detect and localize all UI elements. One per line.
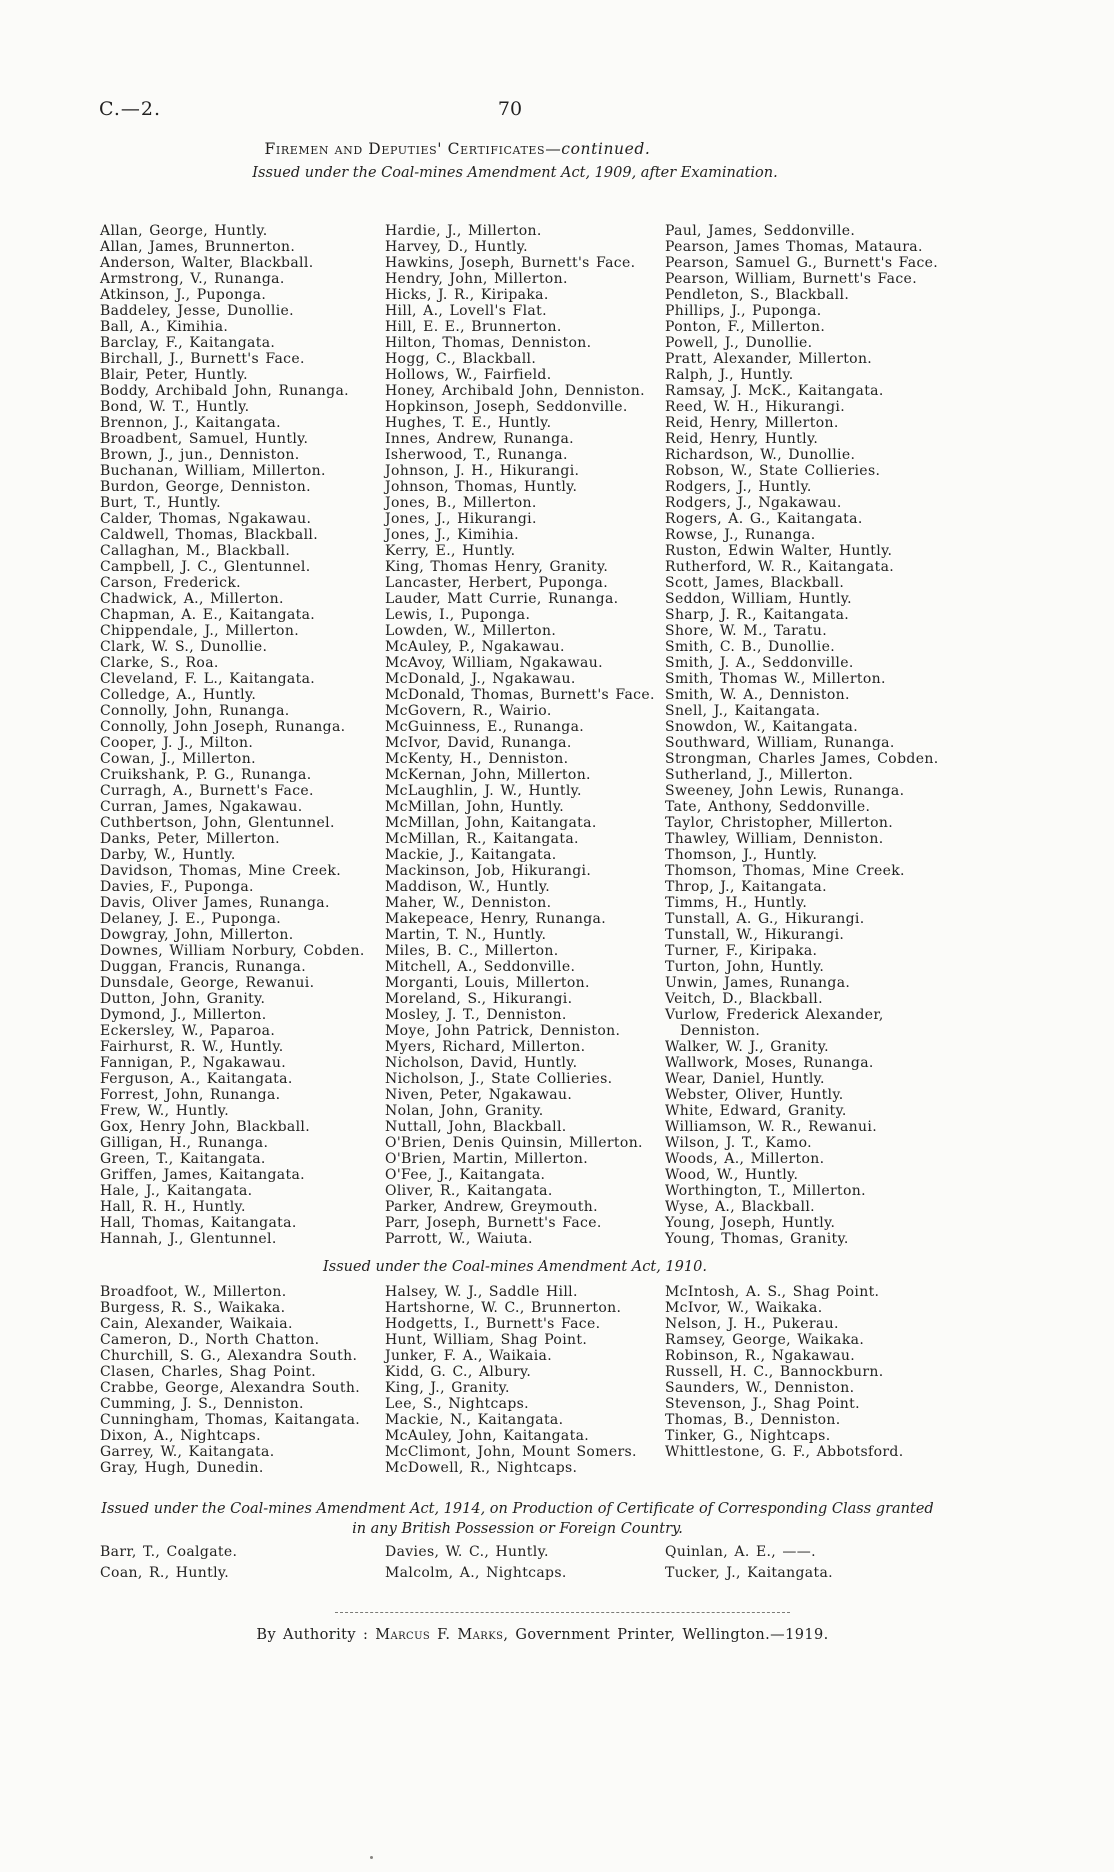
list-item: Chippendale, J., Millerton.: [100, 623, 299, 639]
list-item: Smith, J. A., Seddonville.: [665, 655, 854, 671]
list-item: Garrey, W., Kaitangata.: [100, 1444, 275, 1460]
list-item: Turton, John, Huntly.: [665, 959, 825, 975]
list-item: Nicholson, David, Huntly.: [385, 1055, 578, 1071]
list-item: Shore, W. M., Taratu.: [665, 623, 828, 639]
imprint-line: [0, 1627, 1085, 1643]
list-item: Cumming, J. S., Denniston.: [100, 1396, 304, 1412]
list-item: White, Edward, Granity.: [665, 1103, 847, 1119]
list-item: Chapman, A. E., Kaitangata.: [100, 607, 316, 623]
list-item: McDowell, R., Nightcaps.: [385, 1460, 578, 1476]
list-item: Snell, J., Kaitangata.: [665, 703, 821, 719]
list-item: Saunders, W., Denniston.: [665, 1380, 855, 1396]
list-item: Phillips, J., Puponga.: [665, 303, 822, 319]
list-item: Gilligan, H., Runanga.: [100, 1135, 269, 1151]
list-item: Boddy, Archibald John, Runanga.: [100, 383, 349, 399]
list-item: Fairhurst, R. W., Huntly.: [100, 1039, 284, 1055]
list-item: Sharp, J. R., Kaitangata.: [665, 607, 850, 623]
list-item: Tunstall, W., Hikurangi.: [665, 927, 845, 943]
list-item: McMillan, John, Huntly.: [385, 799, 565, 815]
list-item: Birchall, J., Burnett's Face.: [100, 351, 305, 367]
list-item: Taylor, Christopher, Millerton.: [665, 815, 894, 831]
section-heading-1914: Issued under the Coal-mines Amendment Act, 1914, on Production of Certificate of Corresponding Class granted in any British Possession or Foreign Country.: [101, 1501, 934, 1537]
list-item: Morganti, Louis, Millerton.: [385, 975, 590, 991]
list-item: Blair, Peter, Huntly.: [100, 367, 248, 383]
list-item: Niven, Peter, Ngakawau.: [385, 1087, 573, 1103]
list-item: Maher, W., Denniston.: [385, 895, 552, 911]
list-item: Clarke, S., Roa.: [100, 655, 219, 671]
list-item: Makepeace, Henry, Runanga.: [385, 911, 607, 927]
list-item: Rutherford, W. R., Kaitangata.: [665, 559, 895, 575]
list-item: Barr, T., Coalgate.: [100, 1544, 238, 1560]
list-item: Churchill, S. G., Alexandra South.: [100, 1348, 358, 1364]
list-item: Hicks, J. R., Kiripaka.: [385, 287, 549, 303]
list-item: Nolan, John, Granity.: [385, 1103, 544, 1119]
list-item: Burgess, R. S., Waikaka.: [100, 1300, 286, 1316]
list-item: Robinson, R., Ngakawau.: [665, 1348, 856, 1364]
list-item: Smith, Thomas W., Millerton.: [665, 671, 886, 687]
list-item: Caldwell, Thomas, Blackball.: [100, 527, 319, 543]
document-title: [0, 140, 915, 158]
list-item: Buchanan, William, Millerton.: [100, 463, 326, 479]
title-main: Firemen and Deputies' Certificates: [264, 140, 546, 158]
list-item: Junker, F. A., Waikaia.: [385, 1348, 553, 1364]
list-item: Lewis, I., Puponga.: [385, 607, 531, 623]
list-item: Burdon, George, Denniston.: [100, 479, 311, 495]
list-item: Hall, R. H., Huntly.: [100, 1199, 246, 1215]
name-column: [100, 1284, 385, 1476]
list-item: Pendleton, S., Blackball.: [665, 287, 850, 303]
list-item: Crabbe, George, Alexandra South.: [100, 1380, 361, 1396]
list-item: Harvey, D., Huntly.: [385, 239, 528, 255]
list-item: Mitchell, A., Seddonville.: [385, 959, 576, 975]
list-item: Wilson, J. T., Kamo.: [665, 1135, 812, 1151]
name-column: [385, 1542, 665, 1584]
list-item: Unwin, James, Runanga.: [665, 975, 851, 991]
list-item: Atkinson, J., Puponga.: [100, 287, 267, 303]
list-item: Martin, T. N., Huntly.: [385, 927, 547, 943]
imprint-suffix: , Government Printer, Wellington.—1919.: [503, 1627, 829, 1643]
list-item: Reed, W. H., Hikurangi.: [665, 399, 846, 415]
list-item: Gray, Hugh, Dunedin.: [100, 1460, 264, 1476]
list-item: Cooper, J. J., Milton.: [100, 735, 254, 751]
list-item: Fannigan, P., Ngakawau.: [100, 1055, 287, 1071]
list-item: Allan, George, Huntly.: [100, 223, 268, 239]
list-item: Griffen, James, Kaitangata.: [100, 1167, 305, 1183]
list-item: Veitch, D., Blackball.: [665, 991, 823, 1007]
list-item: Delaney, J. E., Puponga.: [100, 911, 282, 927]
list-item: Hawkins, Joseph, Burnett's Face.: [385, 255, 636, 271]
document-reference: C.—2.: [99, 98, 162, 120]
list-item: McKernan, John, Millerton.: [385, 767, 591, 783]
list-item: Parr, Joseph, Burnett's Face.: [385, 1215, 602, 1231]
name-list-1914: [100, 1542, 965, 1584]
list-item: Dunsdale, George, Rewanui.: [100, 975, 315, 991]
list-item: McGovern, R., Wairio.: [385, 703, 552, 719]
name-column: [100, 1542, 385, 1584]
list-item: Worthington, T., Millerton.: [665, 1183, 866, 1199]
list-item: Ball, A., Kimihia.: [100, 319, 229, 335]
list-item: Kidd, G. C., Albury.: [385, 1364, 532, 1380]
list-item: McIvor, W., Waikaka.: [665, 1300, 823, 1316]
list-item: Hopkinson, Joseph, Seddonville.: [385, 399, 628, 415]
list-item: Darby, W., Huntly.: [100, 847, 236, 863]
list-item: Connolly, John Joseph, Runanga.: [100, 719, 346, 735]
list-item: Sutherland, J., Millerton.: [665, 767, 854, 783]
list-item: McAuley, John, Kaitangata.: [385, 1428, 590, 1444]
list-item: Hodgetts, I., Burnett's Face.: [385, 1316, 601, 1332]
list-item: Miles, B. C., Millerton.: [385, 943, 559, 959]
list-item: Parrott, W., Waiuta.: [385, 1231, 533, 1247]
list-item: Tate, Anthony, Seddonville.: [665, 799, 871, 815]
list-item: Hunt, William, Shag Point.: [385, 1332, 588, 1348]
list-item: Myers, Richard, Millerton.: [385, 1039, 586, 1055]
name-column: [665, 1284, 965, 1460]
list-item: Williamson, W. R., Rewanui.: [665, 1119, 878, 1135]
list-item: Broadbent, Samuel, Huntly.: [100, 431, 309, 447]
list-item: Russell, H. C., Bannockburn.: [665, 1364, 884, 1380]
list-item: McIntosh, A. S., Shag Point.: [665, 1284, 880, 1300]
list-item: King, J., Granity.: [385, 1380, 510, 1396]
list-item: Ferguson, A., Kaitangata.: [100, 1071, 293, 1087]
list-item: Paul, James, Seddonville.: [665, 223, 856, 239]
list-item: Davies, F., Puponga.: [100, 879, 254, 895]
list-item: Dutton, John, Granity.: [100, 991, 266, 1007]
list-item: Ralph, J., Huntly.: [665, 367, 794, 383]
list-item: Clasen, Charles, Shag Point.: [100, 1364, 317, 1380]
list-item: Davies, W. C., Huntly.: [385, 1544, 549, 1560]
list-item: Thomson, Thomas, Mine Creek.: [665, 863, 905, 879]
imprint-printer-name: Marcus F. Marks: [375, 1627, 504, 1643]
list-item: Cowan, J., Millerton.: [100, 751, 256, 767]
list-item: Thawley, William, Denniston.: [665, 831, 884, 847]
list-item: Reid, Henry, Huntly.: [665, 431, 819, 447]
list-item: Pearson, James Thomas, Mataura.: [665, 239, 923, 255]
list-item: McClimont, John, Mount Somers.: [385, 1444, 637, 1460]
list-item: Ponton, F., Millerton.: [665, 319, 826, 335]
list-item: Davis, Oliver James, Runanga.: [100, 895, 330, 911]
list-item: Hall, Thomas, Kaitangata.: [100, 1215, 297, 1231]
imprint-prefix: By Authority :: [256, 1627, 376, 1643]
list-item: Seddon, William, Huntly.: [665, 591, 852, 607]
list-item: Calder, Thomas, Ngakawau.: [100, 511, 312, 527]
list-item: Duggan, Francis, Runanga.: [100, 959, 307, 975]
title-continued: —continued.: [545, 140, 651, 158]
name-column: [100, 223, 385, 1247]
list-item: Broadfoot, W., Millerton.: [100, 1284, 287, 1300]
list-item: McAvoy, William, Ngakawau.: [385, 655, 603, 671]
list-item: Dymond, J., Millerton.: [100, 1007, 267, 1023]
list-item: Sweeney, John Lewis, Runanga.: [665, 783, 905, 799]
list-item: Hill, A., Lovell's Flat.: [385, 303, 547, 319]
list-item: Dixon, A., Nightcaps.: [100, 1428, 261, 1444]
list-item: Hannah, J., Glentunnel.: [100, 1231, 277, 1247]
list-item: Wyse, A., Blackball.: [665, 1199, 815, 1215]
list-item: Brown, J., jun., Denniston.: [100, 447, 300, 463]
list-item: Bond, W. T., Huntly.: [100, 399, 250, 415]
list-item: Stevenson, J., Shag Point.: [665, 1396, 860, 1412]
list-item: Cruikshank, P. G., Runanga.: [100, 767, 312, 783]
name-list-1910: [100, 1284, 965, 1476]
list-item: Rodgers, J., Huntly.: [665, 479, 812, 495]
list-item: Brennon, J., Kaitangata.: [100, 415, 281, 431]
list-item: Curran, James, Ngakawau.: [100, 799, 303, 815]
list-item: Reid, Henry, Millerton.: [665, 415, 839, 431]
list-item: Cleveland, F. L., Kaitangata.: [100, 671, 316, 687]
list-item: Anderson, Walter, Blackball.: [100, 255, 314, 271]
list-item: Nuttall, John, Blackball.: [385, 1119, 567, 1135]
list-item: Lee, S., Nightcaps.: [385, 1396, 529, 1412]
name-column: [385, 223, 665, 1247]
list-item: Webster, Oliver, Huntly.: [665, 1087, 844, 1103]
list-item: Scott, James, Blackball.: [665, 575, 845, 591]
list-item: Coan, R., Huntly.: [100, 1565, 230, 1581]
name-column: [665, 1542, 965, 1584]
list-item: Honey, Archibald John, Denniston.: [385, 383, 645, 399]
list-item: McLaughlin, J. W., Huntly.: [385, 783, 582, 799]
list-item: Innes, Andrew, Runanga.: [385, 431, 574, 447]
list-item: Rogers, A. G., Kaitangata.: [665, 511, 863, 527]
list-item: Jones, J., Hikurangi.: [385, 511, 537, 527]
list-item: Wallwork, Moses, Runanga.: [665, 1055, 874, 1071]
list-item: O'Fee, J., Kaitangata.: [385, 1167, 546, 1183]
list-item: Cuthbertson, John, Glentunnel.: [100, 815, 335, 831]
list-item: Hartshorne, W. C., Brunnerton.: [385, 1300, 622, 1316]
list-item: Eckersley, W., Paparoa.: [100, 1023, 276, 1039]
list-item: Halsey, W. J., Saddle Hill.: [385, 1284, 578, 1300]
list-item: Hale, J., Kaitangata.: [100, 1183, 253, 1199]
list-item: Lowden, W., Millerton.: [385, 623, 557, 639]
list-item: Cain, Alexander, Waikaia.: [100, 1316, 293, 1332]
list-item: Wood, W., Huntly.: [665, 1167, 799, 1183]
list-item: Clark, W. S., Dunollie.: [100, 639, 268, 655]
footer-rule: [335, 1612, 790, 1613]
list-item: Colledge, A., Huntly.: [100, 687, 257, 703]
list-item: Ramsey, George, Waikaka.: [665, 1332, 865, 1348]
list-item: Gox, Henry John, Blackball.: [100, 1119, 311, 1135]
list-item: Cunningham, Thomas, Kaitangata.: [100, 1412, 361, 1428]
list-item: Nicholson, J., State Collieries.: [385, 1071, 613, 1087]
list-item: Baddeley, Jesse, Dunollie.: [100, 303, 294, 319]
list-item: Quinlan, A. E., ——.: [665, 1544, 816, 1560]
name-column: [385, 1284, 665, 1476]
list-item: Hendry, John, Millerton.: [385, 271, 568, 287]
list-item: Rowse, J., Runanga.: [665, 527, 816, 543]
list-item: McAuley, P., Ngakawau.: [385, 639, 565, 655]
list-item: Cameron, D., North Chatton.: [100, 1332, 320, 1348]
list-item: Davidson, Thomas, Mine Creek.: [100, 863, 342, 879]
list-item: O'Brien, Denis Quinsin, Millerton.: [385, 1135, 643, 1151]
list-item: Connolly, John, Runanga.: [100, 703, 290, 719]
list-item: Whittlestone, G. F., Abbotsford.: [665, 1444, 904, 1460]
list-item: Mackie, N., Kaitangata.: [385, 1412, 564, 1428]
list-item: Forrest, John, Runanga.: [100, 1087, 281, 1103]
list-item: Snowdon, W., Kaitangata.: [665, 719, 859, 735]
list-item: Maddison, W., Huntly.: [385, 879, 551, 895]
scan-speck: [370, 1856, 373, 1859]
list-item: Nelson, J. H., Pukerau.: [665, 1316, 839, 1332]
list-item: Powell, J., Dunollie.: [665, 335, 813, 351]
list-item: Jones, B., Millerton.: [385, 495, 537, 511]
list-item: Barclay, F., Kaitangata.: [100, 335, 276, 351]
list-item: Mosley, J. T., Denniston.: [385, 1007, 567, 1023]
list-item: Tunstall, A. G., Hikurangi.: [665, 911, 865, 927]
section-heading-1910: Issued under the Coal-mines Amendment Act, 1910.: [323, 1259, 707, 1275]
list-item: Hughes, T. E., Huntly.: [385, 415, 552, 431]
list-item: Woods, A., Millerton.: [665, 1151, 825, 1167]
list-item: Mackinson, Job, Hikurangi.: [385, 863, 592, 879]
list-item: McKenty, H., Denniston.: [385, 751, 569, 767]
list-item: Johnson, Thomas, Huntly.: [385, 479, 578, 495]
list-item: Young, Joseph, Huntly.: [665, 1215, 836, 1231]
list-item: McGuinness, E., Runanga.: [385, 719, 585, 735]
list-item: Campbell, J. C., Glentunnel.: [100, 559, 311, 575]
page-number: 70: [497, 98, 523, 120]
list-item: Danks, Peter, Millerton.: [100, 831, 280, 847]
list-item: Hogg, C., Blackball.: [385, 351, 537, 367]
list-item: McMillan, R., Kaitangata.: [385, 831, 579, 847]
list-item: Southward, William, Runanga.: [665, 735, 895, 751]
list-item: Moreland, S., Hikurangi.: [385, 991, 573, 1007]
list-item: Smith, C. B., Dunollie.: [665, 639, 836, 655]
list-item: Robson, W., State Collieries.: [665, 463, 881, 479]
list-item: Hilton, Thomas, Denniston.: [385, 335, 592, 351]
section-heading-1909: Issued under the Coal-mines Amendment Act, 1909, after Examination.: [252, 165, 778, 181]
list-item: Smith, W. A., Denniston.: [665, 687, 850, 703]
list-item: Hardie, J., Millerton.: [385, 223, 542, 239]
list-item: Ramsay, J. McK., Kaitangata.: [665, 383, 884, 399]
list-item: Burt, T., Huntly.: [100, 495, 221, 511]
list-item: Malcolm, A., Nightcaps.: [385, 1565, 567, 1581]
list-item: Hollows, W., Fairfield.: [385, 367, 552, 383]
list-item: Carson, Frederick.: [100, 575, 241, 591]
list-item: Turner, F., Kiripaka.: [665, 943, 818, 959]
list-item: Pearson, William, Burnett's Face.: [665, 271, 917, 287]
list-item: Frew, W., Huntly.: [100, 1103, 230, 1119]
list-item: Chadwick, A., Millerton.: [100, 591, 284, 607]
list-item: Armstrong, V., Runanga.: [100, 271, 285, 287]
list-item: Allan, James, Brunnerton.: [100, 239, 296, 255]
list-item: Vurlow, Frederick Alexander, Denniston.: [665, 1007, 884, 1039]
list-item: Tucker, J., Kaitangata.: [665, 1565, 833, 1581]
list-item: Jones, J., Kimihia.: [385, 527, 519, 543]
list-item: Throp, J., Kaitangata.: [665, 879, 827, 895]
list-item: Thomas, B., Denniston.: [665, 1412, 841, 1428]
list-item: Richardson, W., Dunollie.: [665, 447, 856, 463]
list-item: Lauder, Matt Currie, Runanga.: [385, 591, 619, 607]
list-item: McDonald, J., Ngakawau.: [385, 671, 576, 687]
list-item: Strongman, Charles James, Cobden.: [665, 751, 939, 767]
list-item: Walker, W. J., Granity.: [665, 1039, 829, 1055]
list-item: Callaghan, M., Blackball.: [100, 543, 291, 559]
list-item: Johnson, J. H., Hikurangi.: [385, 463, 580, 479]
list-item: Ruston, Edwin Walter, Huntly.: [665, 543, 893, 559]
list-item: King, Thomas Henry, Granity.: [385, 559, 609, 575]
list-item: Isherwood, T., Runanga.: [385, 447, 568, 463]
list-item: Rodgers, J., Ngakawau.: [665, 495, 842, 511]
list-item: Lancaster, Herbert, Puponga.: [385, 575, 609, 591]
name-list-1909: [100, 223, 965, 1247]
list-item: McDonald, Thomas, Burnett's Face.: [385, 687, 655, 703]
list-item: Young, Thomas, Granity.: [665, 1231, 849, 1247]
list-item: Tinker, G., Nightcaps.: [665, 1428, 831, 1444]
list-item: Moye, John Patrick, Denniston.: [385, 1023, 621, 1039]
list-item: Oliver, R., Kaitangata.: [385, 1183, 553, 1199]
list-item: McIvor, David, Runanga.: [385, 735, 572, 751]
name-column: [665, 223, 965, 1247]
list-item: Wear, Daniel, Huntly.: [665, 1071, 825, 1087]
list-item: Timms, H., Huntly.: [665, 895, 808, 911]
list-item: McMillan, John, Kaitangata.: [385, 815, 597, 831]
list-item: Dowgray, John, Millerton.: [100, 927, 294, 943]
list-item: Parker, Andrew, Greymouth.: [385, 1199, 598, 1215]
list-item: Thomson, J., Huntly.: [665, 847, 818, 863]
list-item: Pearson, Samuel G., Burnett's Face.: [665, 255, 939, 271]
list-item: Downes, William Norbury, Cobden.: [100, 943, 365, 959]
list-item: Pratt, Alexander, Millerton.: [665, 351, 873, 367]
list-item: Curragh, A., Burnett's Face.: [100, 783, 314, 799]
list-item: Mackie, J., Kaitangata.: [385, 847, 557, 863]
list-item: Hill, E. E., Brunnerton.: [385, 319, 562, 335]
list-item: O'Brien, Martin, Millerton.: [385, 1151, 589, 1167]
list-item: Kerry, E., Huntly.: [385, 543, 516, 559]
list-item: Green, T., Kaitangata.: [100, 1151, 266, 1167]
